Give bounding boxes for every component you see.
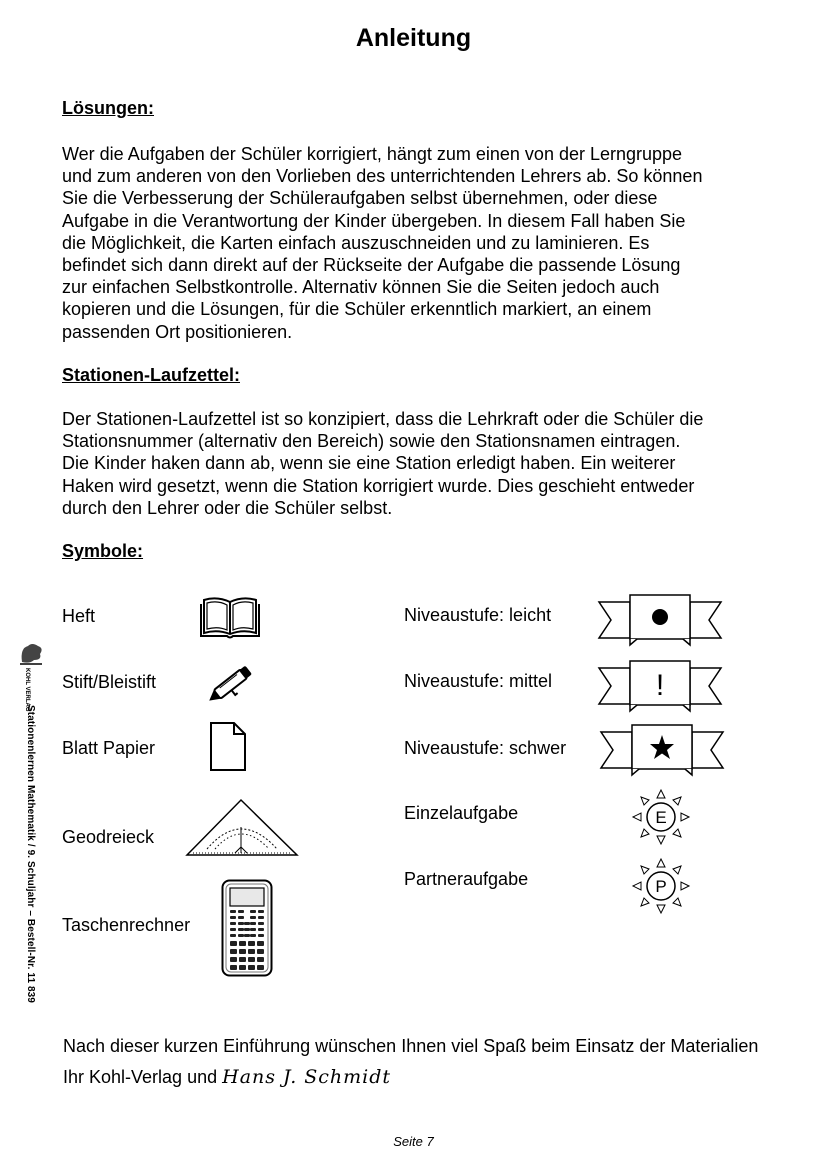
- calculator-icon: [221, 879, 273, 977]
- svg-text:E: E: [655, 808, 667, 827]
- paragraph-laufzettel: [62, 408, 762, 519]
- paper-sheet-icon: [208, 721, 248, 773]
- closing-line: Nach dieser kurzen Einführung wünschen Ihnen viel Spaß beim Einsatz der Materialien: [63, 1036, 759, 1056]
- paragraph-line: Der Stationen-Laufzettel ist so konzipiert, dass die Lehrkraft oder die Schüler die: [62, 409, 704, 429]
- paragraph-line: Die Kinder haken dann ab, wenn sie eine Station erledigt haben. Ein weiterer: [62, 453, 676, 474]
- section-heading-symbole: Symbole:: [62, 541, 144, 561]
- symbol-label-leicht: Niveaustufe: leicht: [404, 605, 552, 625]
- paragraph-line: Haken wird gesetzt, wenn die Station korrigiert wurde. Dies geschieht entweder: [62, 475, 695, 496]
- closing-prefix: Ihr Kohl-Verlag und: [63, 1067, 218, 1087]
- paragraph-line: und zum anderen von den Vorlieben des unterrichtenden Lehrers ab. So können: [62, 166, 703, 187]
- symbol-label-heft: Heft: [62, 606, 96, 626]
- ribbon-dot-icon: [597, 592, 723, 648]
- sun-e-icon: [631, 788, 691, 846]
- paragraph-line: passenden Ort positionieren.: [62, 321, 293, 342]
- pen-icon: [205, 662, 257, 704]
- paragraph-line: zur einfachen Selbstkontrolle. Alternativ können Sie die Seiten jedoch auch: [62, 277, 660, 298]
- signature: Hans J. Schmidt: [222, 1066, 392, 1088]
- paragraph-line: Aufgabe in die Verantwortung der Kinder übergeben. In diesem Fall haben Sie: [62, 210, 686, 231]
- svg-text:!: !: [655, 669, 665, 702]
- paragraph-line: die Möglichkeit, die Karten einfach auszuschneiden und zu laminieren. Es: [62, 232, 650, 253]
- paragraph-loesungen: [62, 143, 762, 343]
- sun-p-icon: [631, 857, 691, 915]
- symbol-label-taschenrechner: Taschenrechner: [62, 915, 191, 935]
- ribbon-exclamation-icon: [597, 658, 723, 714]
- publisher-logo: [16, 640, 46, 700]
- page-title: Anleitung: [355, 24, 472, 52]
- paragraph-line: Wer die Aufgaben der Schüler korrigiert, hängt zum einen von der Lerngruppe: [62, 144, 683, 164]
- paragraph-line: durch den Lehrer oder die Schüler selbst.: [62, 497, 393, 518]
- publisher-logo-text: KOHL VERLAG: [24, 668, 30, 712]
- symbol-label-partneraufgabe: Partneraufgabe: [404, 869, 529, 889]
- paragraph-line: befindet sich dann direkt auf der Rückseite der Aufgabe die passende Lösung: [62, 255, 681, 276]
- section-heading-loesungen: Lösungen:: [62, 98, 154, 118]
- book-icon: [199, 596, 261, 640]
- page-number: Seite 7: [393, 1134, 434, 1149]
- symbol-label-mittel: Niveaustufe: mittel: [404, 671, 553, 691]
- set-square-icon: [185, 797, 299, 859]
- sidebar-product-info: Stationenlernen Mathematik / 9. Schuljahr – Bestell-Nr. 11 839: [25, 705, 36, 1003]
- paragraph-line: Stationsnummer (alternativ den Bereich) sowie den Stationsnamen eintragen.: [62, 431, 681, 452]
- symbol-label-geodreieck: Geodreieck: [62, 827, 155, 847]
- section-heading-laufzettel: Stationen-Laufzettel:: [62, 365, 240, 385]
- paragraph-line: Sie die Verbesserung der Schüleraufgaben selbst übernehmen, oder diese: [62, 188, 658, 209]
- symbol-label-stift: Stift/Bleistift: [62, 672, 157, 692]
- symbol-label-einzelaufgabe: Einzelaufgabe: [404, 803, 519, 823]
- ribbon-star-icon: [599, 722, 725, 778]
- svg-text:P: P: [655, 877, 667, 896]
- symbol-label-blatt: Blatt Papier: [62, 738, 156, 758]
- symbol-label-schwer: Niveaustufe: schwer: [404, 738, 567, 758]
- paragraph-line: kopieren und die Lösungen, für die Schüler erkenntlich markiert, an einem: [62, 299, 652, 320]
- closing-signature-line: [63, 1066, 391, 1088]
